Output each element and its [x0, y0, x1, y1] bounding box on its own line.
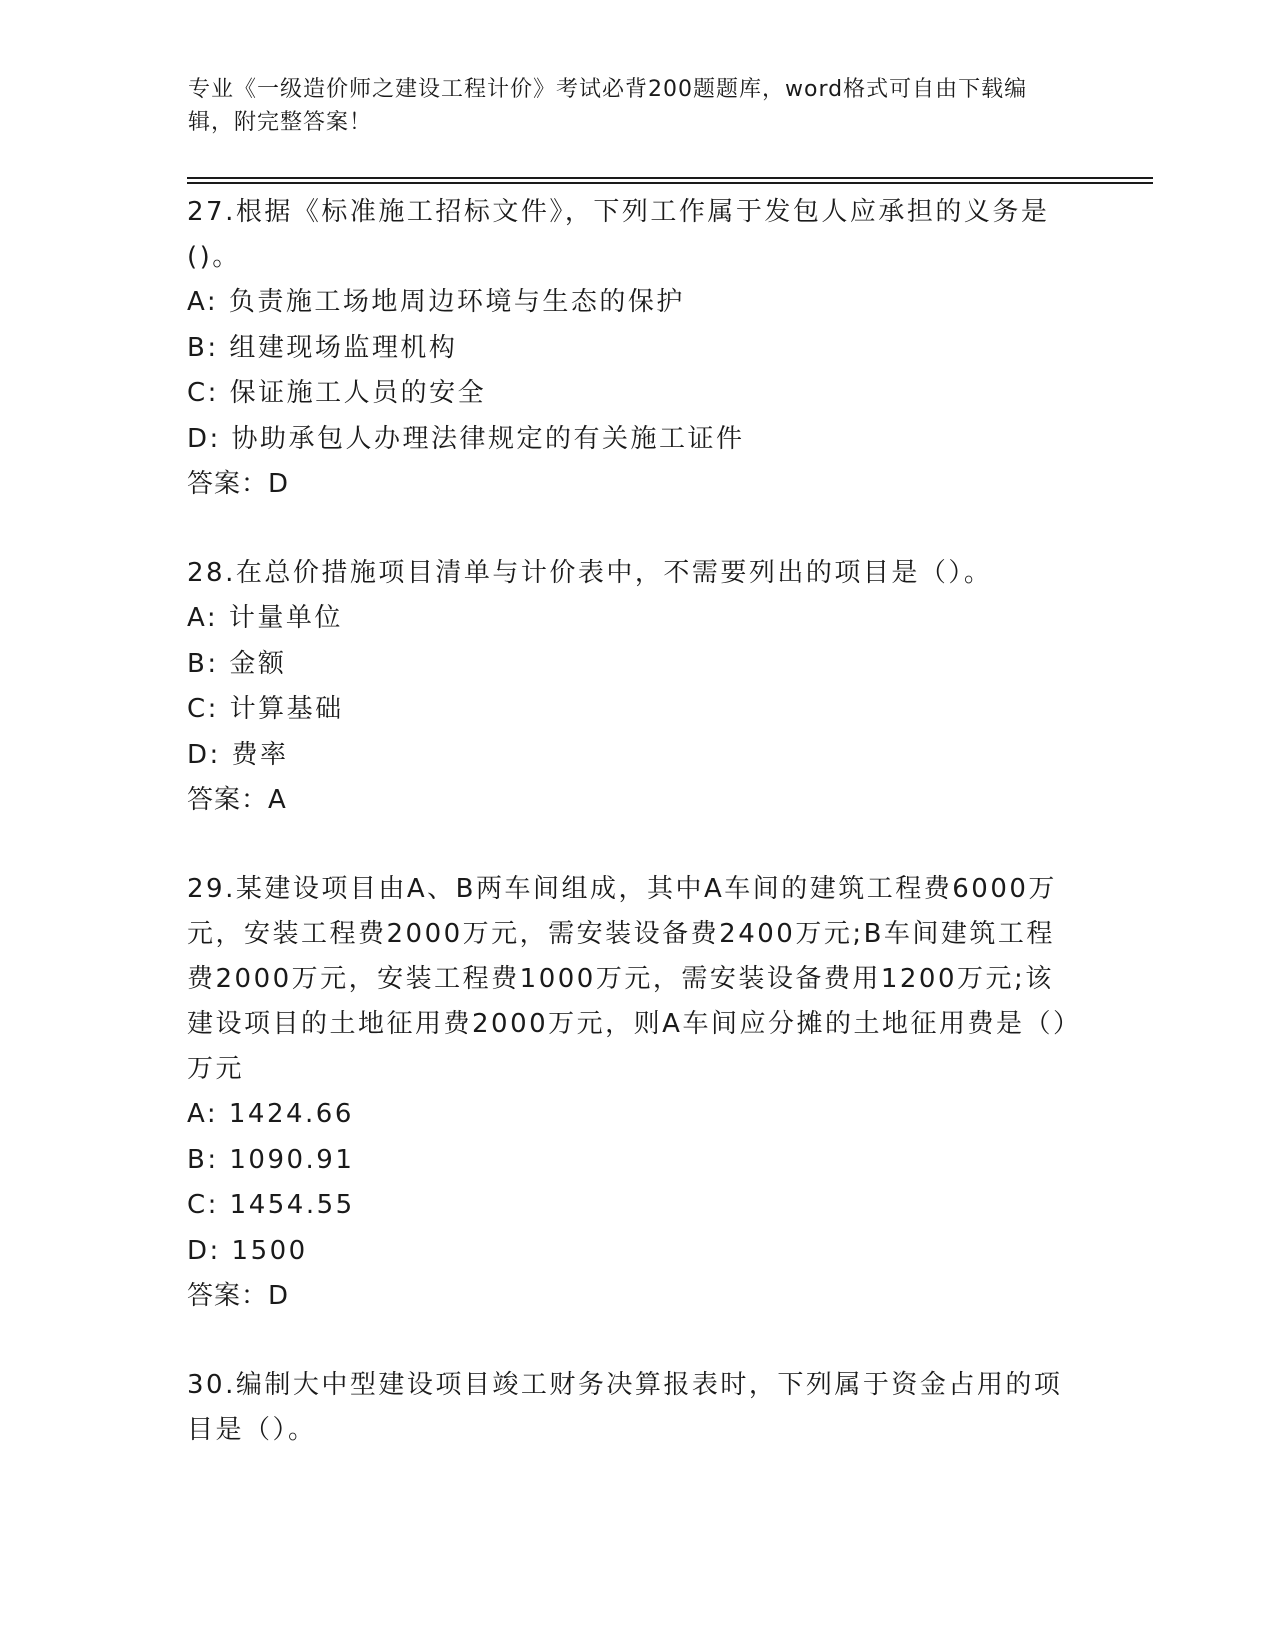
question-spacer — [187, 823, 1087, 867]
answer-line: 答案：D — [187, 1281, 290, 1311]
option-a: A: 负责施工场地周边环境与生态的保护 — [187, 287, 685, 317]
question-spacer — [187, 507, 1087, 551]
option-b: B: 1090.91 — [187, 1144, 355, 1175]
question-stem: 29.某建设项目由A、B两车间组成，其中A车间的建筑工程费6000万元，安装工程费2000万元，需安装设备费2400万元;B车间建筑工程费2000万元，安装工程费1000万元，需安装设备费用1200万元;该建设项目的土地征用费2000万元，则A车间应分摊的土地征用费是（）万元 — [187, 874, 1069, 1084]
header-divider-bottom — [187, 182, 1153, 184]
option-c: C: 计算基础 — [187, 694, 344, 724]
question-30 — [187, 1363, 1087, 1453]
question-list — [187, 190, 1087, 1453]
header-divider-top — [187, 177, 1153, 179]
option-c: C: 1454.55 — [187, 1190, 355, 1220]
question-27 — [187, 190, 1087, 507]
document-header: 专业《一级造价师之建设工程计价》考试必背200题题库，word格式可自由下载编辑，附完整答案！ — [188, 77, 1028, 135]
question-spacer — [187, 1319, 1087, 1363]
option-d: D: 费率 — [187, 739, 289, 770]
option-a: A: 1424.66 — [187, 1099, 354, 1129]
question-stem: 30.编制大中型建设项目竣工财务决算报表时，下列属于资金占用的项目是（）。 — [187, 1370, 1063, 1445]
question-stem: 28.在总价措施项目清单与计价表中，不需要列出的项目是（）。 — [187, 558, 993, 588]
option-d: D: 协助承包人办理法律规定的有关施工证件 — [187, 423, 745, 454]
option-b: B: 组建现场监理机构 — [187, 332, 458, 363]
option-c: C: 保证施工人员的安全 — [187, 378, 487, 408]
answer-line: 答案：A — [187, 785, 287, 815]
question-29 — [187, 867, 1087, 1319]
option-d: D: 1500 — [187, 1235, 308, 1266]
question-stem: 27.根据《标准施工招标文件》，下列工作属于发包人应承担的义务是()。 — [187, 197, 1050, 272]
answer-line: 答案：D — [187, 469, 290, 499]
question-28 — [187, 551, 1087, 823]
option-b: B: 金额 — [187, 648, 287, 679]
option-a: A: 计量单位 — [187, 603, 343, 633]
